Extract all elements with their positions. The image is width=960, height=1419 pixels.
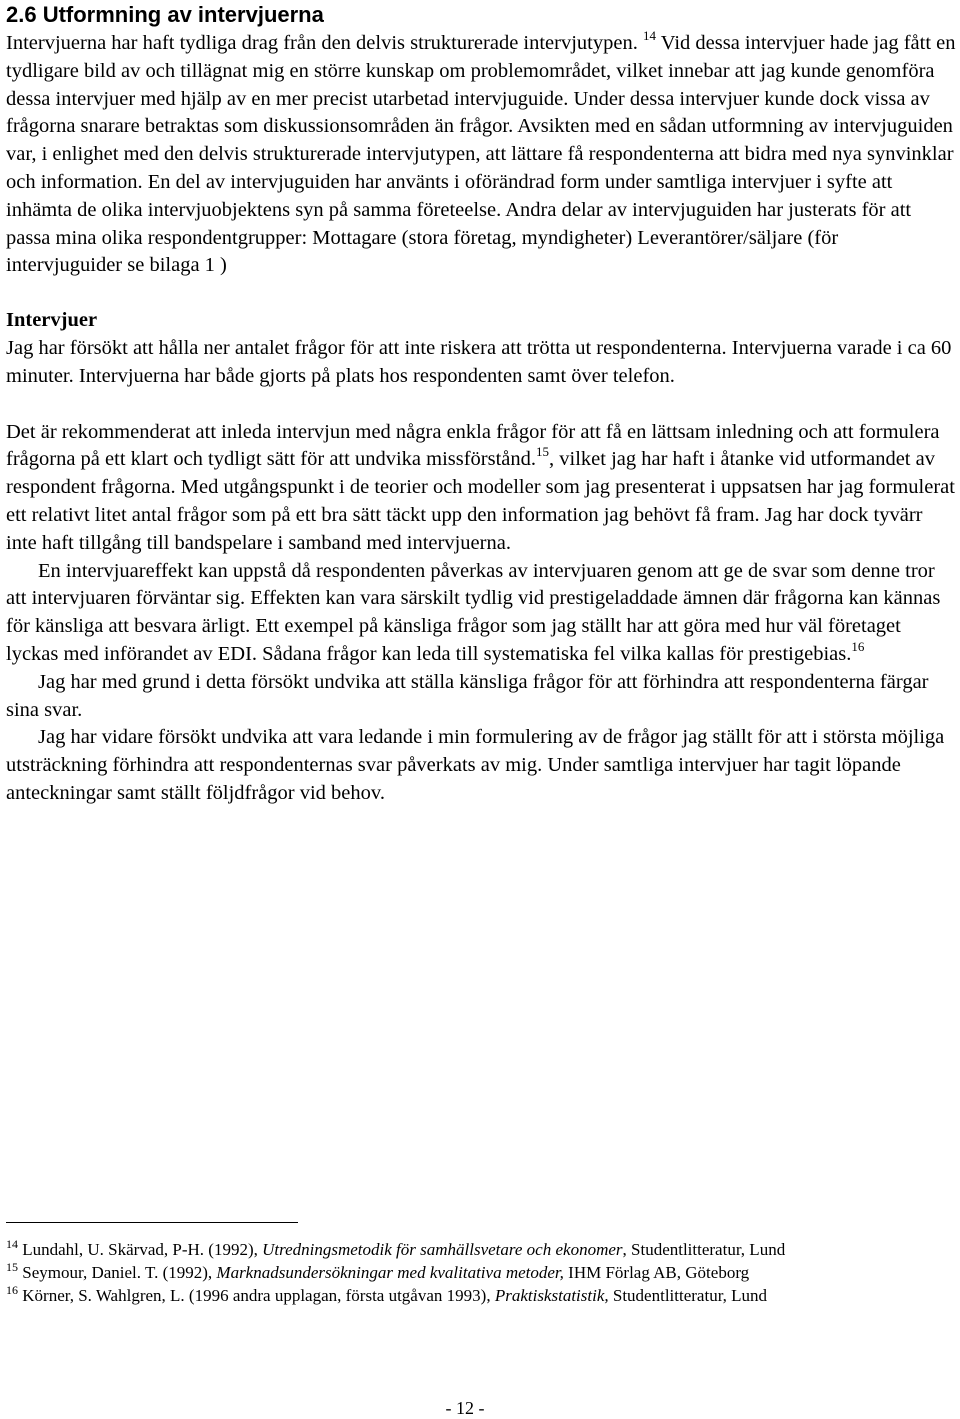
footnote-publisher: , Studentlitteratur, Lund — [622, 1240, 786, 1259]
intro-paragraph — [6, 30, 956, 280]
footnote-authors: Seymour, Daniel. T. (1992), — [22, 1263, 217, 1282]
intervjuer-heading: Intervjuer — [6, 309, 98, 332]
footnote-title: Praktiskstatistik, — [494, 1286, 609, 1305]
avoid-sensitive-paragraph: Jag har med grund i detta försökt undvika att ställa känsliga frågor för att förhindra att respondenterna färgar sina svar. — [6, 670, 929, 721]
avoid-leading-paragraph: Jag har vidare försökt undvika att vara ledande i min formulering av de frågor jag ställt för att i största möjliga utsträckning förhindra att respondenternas svar påverkats av mig. Under samtliga intervjuer har tagit löpande anteckningar samt ställt följdfrågor vid behov. — [6, 726, 945, 804]
footnote-separator — [6, 1222, 298, 1223]
footnote-number: 16 — [6, 1283, 18, 1297]
intro-text-2: Vid dessa intervjuer hade jag fått en tydligare bild av och tillägnat mig en större kunskap om problemområdet, vilket innebar att jag kunde genomföra dessa intervjuer med hjälp av en mer precist utarbetad intervjuguide. Under dessa intervjuer kunde dock vissa av frågorna snarare betraktas som diskussionsområden än frågor. Avsikten med en sådan utformning av intervjuguiden var, i enlighet med den delvis strukturerade intervjutypen, att lättare få respondenterna att bidra med nya synvinklar och information. En del av intervjuguiden har använts i oförändrad form under samtliga intervjuer i syfte att inhämta de olika intervjuobjektens syn på samma företeelse. Andra delar av intervjuguiden har justerats för att passa mina olika respondentgrupper: Mottagare (stora företag, myndigheter) Leverantörer/säljare (för intervjuguider se bilaga 1 ) — [6, 32, 956, 277]
document-page — [6, 0, 956, 808]
footnote-publisher: IHM Förlag AB, Göteborg — [563, 1263, 750, 1282]
recommendation-paragraph — [6, 419, 956, 558]
interviewer-effect-text: En intervjuareffekt kan uppstå då respondenten påverkas av intervjuaren genom att ge de svar som denne tror att intervjuaren förväntar sig. Effekten kan vara särskilt tydlig vid prestigeladdade ämnen där frågorna kan kännas för känsliga att besvara ärligt. Ett exempel på känsliga frågor som jag ställt har att göra med hur väl företaget lyckas med införandet av EDI. Sådana frågor kan leda till systematiska fel vilka kallas för prestigebias. — [6, 559, 941, 665]
footnote-number: 14 — [6, 1237, 18, 1251]
footnote-title: Utredningsmetodik för samhällsvetare och ekonomer — [262, 1240, 623, 1259]
footnote-16 — [6, 1284, 956, 1307]
intervjuer-paragraph: Jag har försökt att hålla ner antalet frågor för att inte riskera att trötta ut respondenterna. Intervjuerna varade i ca 60 minuter. Intervjuerna har både gjorts på plats hos respondenten samt över telefon. — [6, 336, 952, 387]
footnote-ref-15[interactable]: 15 — [536, 444, 550, 460]
intro-text-1: Intervjuerna har haft tydliga drag från den delvis strukturerade intervjutypen. — [6, 32, 638, 54]
footnote-ref-16[interactable]: 16 — [851, 638, 865, 654]
recommendation-text-1: Det är rekommenderat att inleda intervjun med några enkla frågor för att få en lättsam inledning och att formulera frågorna på ett klart och tydligt sätt för att undvika missförstånd. — [6, 420, 940, 471]
footnote-publisher: Studentlitteratur, Lund — [608, 1286, 768, 1305]
footnote-ref-14[interactable]: 14 — [642, 28, 656, 43]
recommendation-text-2: , vilket jag har haft i åtanke vid utformandet av respondent frågorna. Med utgångspunkt i de teorier och modeller som jag presenterat i uppsatsen har jag formulerat ett relativt litet antal frågor som på ett bra sätt täckt upp den information jag behövt få fram. Jag har dock tyvärr inte haft tillgång till bandspelare i samband med intervjuerna. — [6, 448, 955, 554]
interviewer-effect-paragraph — [6, 558, 956, 669]
footnote-15 — [6, 1261, 956, 1284]
footnote-14 — [6, 1238, 956, 1261]
section-heading: 2.6 Utformning av intervjuerna — [6, 2, 324, 27]
footnote-number: 15 — [6, 1260, 18, 1274]
footnote-authors: Körner, S. Wahlgren, L. (1996 andra upplagan, första utgåvan 1993), — [22, 1286, 495, 1305]
footnote-title: Marknadsundersökningar med kvalitativa metoder, — [216, 1263, 564, 1282]
footnote-authors: Lundahl, U. Skärvad, P-H. (1992), — [22, 1240, 263, 1259]
page-number: - 12 - — [445, 1398, 485, 1418]
footnotes — [6, 1238, 956, 1307]
